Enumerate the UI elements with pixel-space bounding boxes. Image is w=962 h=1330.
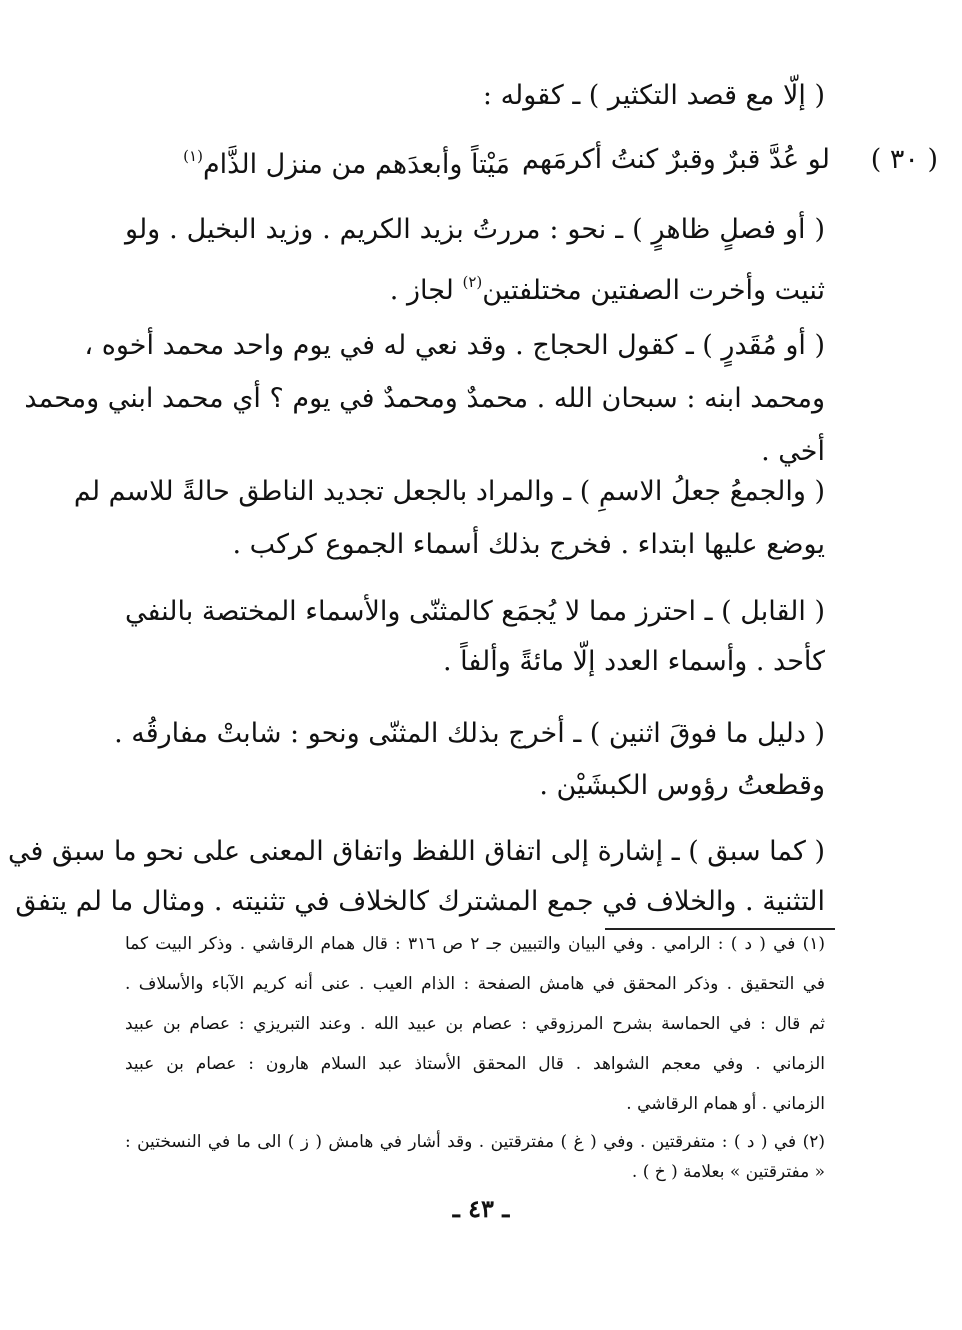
footnote-line: « مفترقتين » بعلامة ( خ ) . (631, 1162, 825, 1182)
footnote-ref-2: (٢) (462, 273, 483, 291)
p2-text-b: لجاز . (389, 275, 454, 306)
verse-second-hemistich (150, 136, 510, 185)
verse-second-text: مَيْتاً وأبعدَهم من منزل الذَّام (202, 149, 510, 180)
p2-text-a: ثنيت وأخرت الصفتين مختلفتين (482, 275, 825, 306)
paragraph-line: ( أو فصلٍ ظاهرٍ ) ـ نحو : مررتُ بزيد الكريم . وزيد البخيل . ولو (125, 214, 825, 245)
paragraph-line: وقطعتُ رؤوس الكبشَيْن . (539, 770, 825, 801)
paragraph-line (380, 262, 825, 311)
paragraph-line: ( أو مُقَدرٍ ) ـ كقول الحجاج . وقد نعي له في يوم واحد محمد أخوه ، (84, 330, 825, 361)
verse-number: ( ٣٠ ) (870, 144, 938, 175)
paragraph-line: ( والجمعُ جعلُ الاسمِ ) ـ والمراد بالجعل تجديد الناطق حالةً للاسم لم (73, 476, 825, 507)
paragraph-line: أخي . (761, 436, 825, 467)
footnote-line: الزماني . وفي معجم الشواهد . قال المحقق الأستاذ عبد السلام هارون : عصام بن عبيد (125, 1054, 825, 1074)
paragraph-line: يوضع عليها ابتداء . فخرج بذلك أسماء الجموع كركب . (232, 529, 825, 560)
paragraph-line: ( القابل ) ـ احترز مما لا يُجمَع كالمثنّى والأسماء المختصة بالنفي (125, 596, 825, 627)
paragraph-line: التثنية . والخلاف في جمع المشترك كالخلاف في تثنيته . ومثال ما لم يتفق (15, 886, 825, 917)
paragraph-line: كأحد . وأسماء العدد إلّا مائةً وألفاً . (442, 646, 825, 677)
footnote-ref-1: (١) (183, 147, 203, 165)
footnote-line: ثم قال : في الحماسة بشرح المرزوقي : عصام بن عبيد الله . وعند التبريزي : عصام بن عبيد (125, 1014, 825, 1034)
footnote-line: الزماني . أو همام الرقاشي . (626, 1094, 825, 1114)
paragraph-line: ( كما سبق ) ـ إشارة إلى اتفاق اللفظ واتفاق المعنى على نحو ما سبق في (7, 836, 825, 867)
intro-line: ( إلّا مع قصد التكثير ) ـ كقوله : (482, 80, 825, 111)
paragraph-line: ومحمد ابنه : سبحان الله . محمدٌ ومحمدٌ في يوم ؟ أي محمد ابني ومحمد (24, 383, 825, 414)
footnote-line: في التحقيق . وذكر المحقق في هامش الصفحة : الذام العيب . عنى أنه كريم الآباء والأسلاف . (125, 974, 825, 994)
footnote-line: (٢) في ( د ) : متفرقتين . وفي ( غ ) مفترقتين . وقد أشار في هامش ( ز ) الى ما في النسختين : (125, 1132, 825, 1152)
footnote-line: (١) في ( د ) : الرامي . وفي البيان والتبيين جـ ٢ ص ٣١٦ : قال همام الرقاشي . وذكر البيت كما (125, 934, 825, 954)
page-number: ـ ٤٣ ـ (452, 1194, 510, 1223)
paragraph-line: ( دليل ما فوقَ اثنين ) ـ أخرج بذلك المثنّى ونحو : شابتْ مفارقُه . (114, 718, 825, 749)
verse-first-hemistich: لو عُدَّ قبرٌ وقبرٌ كنتُ أكرمَهم (522, 144, 830, 175)
